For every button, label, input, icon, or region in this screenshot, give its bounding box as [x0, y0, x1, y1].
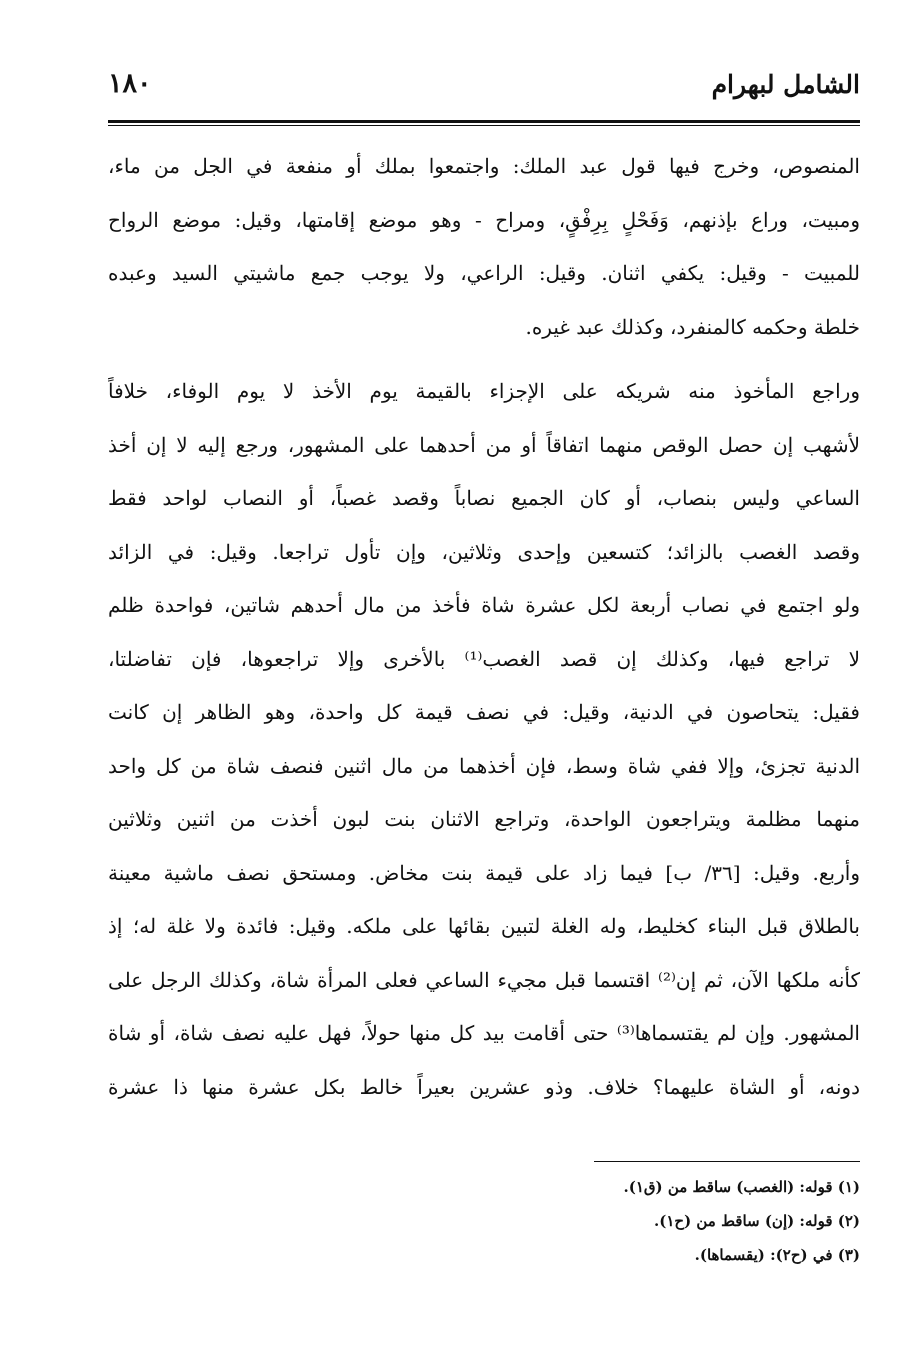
- text-line: المنصوص، وخرج فيها قول عبد الملك: واجتمعوا بملك أو منفعة في الجل من ماء،: [108, 154, 860, 178]
- text-line: كأنه ملكها الآن، ثم إن⁽²⁾ اقتسما قبل مجيء الساعي فعلى المرأة شاة، وكذلك الرجل على: [108, 967, 860, 992]
- footnote: (١) قوله: (الغصب) ساقط من (ق١).: [623, 1178, 860, 1196]
- header-rule: [108, 120, 860, 123]
- text-line: المشهور. وإن لم يقتسماها⁽³⁾ حتى أقامت بيد كل منها حولاً، فهل عليه نصف شاة، أو شاة: [108, 1021, 860, 1045]
- text-line: ومبيت، وراع بإذنهم، وَفَحْلٍ بِرِفْقٍ، ومراح - وهو موضع إقامتها، وقيل: موضع الرواح: [108, 207, 860, 232]
- text-line: وقصد الغصب بالزائد؛ كتسعين وإحدى وثلاثين، وإن تأول تراجعا. وقيل: في الزائد: [108, 539, 860, 564]
- text-line: بالطلاق قبل البناء كخليط، وله الغلة لتبين بقائها على ملكه. وقيل: فائدة ولا غلة له؛ إذ: [108, 914, 860, 938]
- footnote-rule: [594, 1161, 860, 1162]
- footnote: (٢) قوله: (إن) ساقط من (ح١).: [654, 1212, 860, 1230]
- text-line: منهما مظلمة ويتراجعون الواحدة، وتراجع الاثنان بنت لبون أخذت من اثنين وثلاثين: [108, 807, 860, 831]
- text-line: دونه، أو الشاة عليهما؟ خلاف. وذو عشرين بعيراً خالط بكل عشرة منها ذا عشرة: [108, 1074, 860, 1099]
- text-line: الدنية تجزئ، وإلا ففي شاة وسط، فإن أخذهما من مال اثنين فنصف شاة من كل واحد: [108, 753, 860, 778]
- paragraph-gap: [108, 354, 860, 365]
- page-header: [108, 62, 860, 120]
- text-line: وأربع. وقيل: [٣٦/ ب] فيما زاد على قيمة بنت مخاض. ومستحق نصف ماشية معينة: [108, 860, 860, 885]
- footnote: (٣) في (ح٢): (يقسماها).: [694, 1246, 860, 1264]
- text-line: خلطة وحكمه كالمنفرد، وكذلك عبد غيره.: [525, 314, 860, 339]
- header-rule-thin: [108, 125, 860, 126]
- text-line: لا تراجع فيها، وكذلك إن قصد الغصب⁽¹⁾ بالأخرى وإلا تراجعوها، فإن تفاضلتا،: [108, 646, 860, 671]
- text-line: ولو اجتمع في نصاب أربعة لكل عشرة شاة فأخذ من مال أحدهم شاتين، فواحدة ظلم: [108, 593, 860, 617]
- page-number: ١٨٠: [108, 68, 152, 99]
- text-line: لأشهب إن حصل الوقص منهما اتفاقاً أو من أحدهما على المشهور، ورجع إليه لا إن أخذ: [108, 432, 860, 457]
- text-line: للمبيت - وقيل: يكفي اثنان. وقيل: الراعي، ولا يوجب جمع ماشيتي السيد وعبده: [108, 261, 860, 285]
- footnotes: [108, 1170, 860, 1272]
- text-line: الساعي وليس بنصاب، أو كان الجميع نصاباً وقصد غصباً، أو النصاب لواحد فقط: [108, 486, 860, 510]
- text-line: وراجع المأخوذ منه شريكه على الإجزاء بالقيمة يوم الأخذ لا يوم الوفاء، خلافاً: [108, 379, 860, 403]
- text-line: فقيل: يتحاصون في الدنية، وقيل: في نصف قيمة كل واحدة، وهو الظاهر إن كانت: [108, 700, 860, 724]
- running-title: الشامل لبهرام: [711, 70, 860, 99]
- body-text: [108, 140, 860, 1114]
